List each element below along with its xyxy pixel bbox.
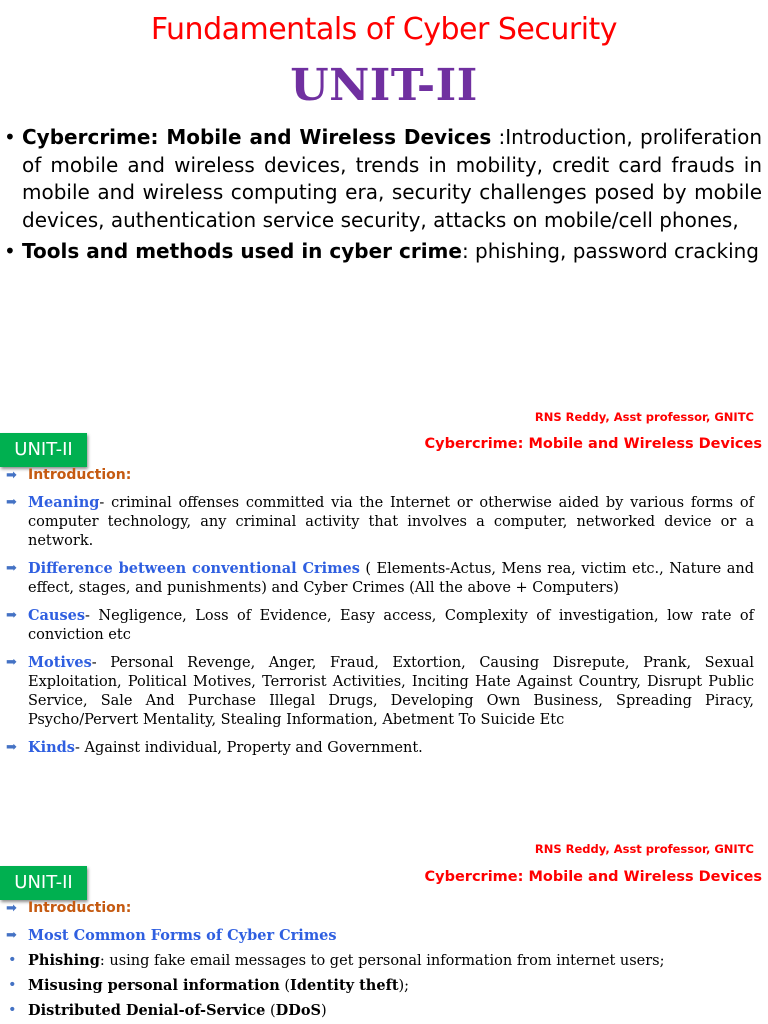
list-item [6, 653, 754, 730]
term-label: Difference between conventional Crimes [28, 560, 360, 577]
term-label: Phishing [28, 952, 100, 969]
topic-label: Tools and methods used in cyber crime [22, 239, 462, 263]
term-text: - Personal Revenge, Anger, Fraud, Extortion, Causing Disrepute, Prank, Sexual Exploitation, Political Motives, Terrorist Activities, Inciting Hate Against Country, Disrupt Public Service, Sale And Purchase Illegal Drugs, Developing Own Business, Spreading Piracy, Psycho/Pervert Mentality, Stealing Information, Abetment To Suicide Etc [28, 655, 754, 728]
list-item [6, 951, 754, 971]
unit-badge: UNIT-II [0, 866, 87, 900]
topic-item [4, 238, 762, 266]
bullet-dot-icon: • [8, 1002, 17, 1018]
term-label-secondary: DDoS [275, 1002, 321, 1019]
arrow-right-icon: ➡ [6, 561, 17, 576]
list-item [6, 738, 754, 758]
term-label: Meaning [28, 494, 100, 511]
author-footer: RNS Reddy, Asst professor, GNITC [534, 410, 754, 424]
term-text: ( Elements-Actus, Mens rea, victim etc., Nature and effect, stages, and punishments) and Cyber Crimes (All the above + Computers) [28, 561, 754, 596]
topic-text: :Introduction, proliferation of mobile and wireless devices, trends in mobility, credit card frauds in mobile and wireless computing era, security challenges posed by mobile devices, authentication service security, attacks on mobile/cell phones, [22, 125, 762, 232]
arrow-right-icon: ➡ [6, 928, 17, 943]
intro-label: Introduction: [28, 467, 132, 483]
term-text-secondary: ); [398, 978, 410, 994]
arrow-right-icon: ➡ [6, 495, 17, 510]
slide-heading: Cybercrime: Mobile and Wireless Devices [424, 436, 762, 452]
term-label-secondary: Identity theft [290, 977, 399, 994]
topic-label: Cybercrime: Mobile and Wireless Devices [22, 125, 492, 149]
term-text: : using fake email messages to get personal information from internet users; [99, 953, 665, 969]
term-label: Causes [28, 607, 86, 624]
arrow-right-icon: ➡ [6, 740, 17, 755]
list-item [6, 606, 754, 645]
bullet-dot-icon: • [4, 125, 16, 149]
topic-item [4, 124, 762, 234]
list-item [6, 559, 754, 598]
bullet-dot-icon: • [8, 977, 17, 993]
topic-list [4, 124, 762, 270]
bullet-dot-icon: • [8, 952, 17, 968]
term-text: ( [279, 978, 291, 994]
slide-title: Fundamentals of Cyber Security [150, 12, 618, 47]
term-text: ( [265, 1003, 276, 1019]
unit-badge: UNIT-II [0, 433, 87, 467]
slide-3 [0, 865, 768, 1024]
author-footer: RNS Reddy, Asst professor, GNITC [534, 842, 754, 856]
intro-heading [6, 900, 131, 916]
content-list [6, 926, 754, 1024]
arrow-right-icon: ➡ [6, 655, 17, 670]
term-text: - criminal offenses committed via the Internet or otherwise aided by various forms of computer technology, any criminal activity that involves a computer, networked device or a network. [28, 495, 754, 549]
unit-heading: UNIT-II [290, 60, 478, 111]
bullet-dot-icon: • [4, 239, 16, 263]
arrow-right-icon: ➡ [6, 468, 17, 483]
list-item [6, 493, 754, 551]
term-label: Motives [28, 654, 92, 671]
slide-1 [0, 0, 768, 432]
term-label: Misusing personal information [28, 977, 280, 994]
topic-text: : phishing, password cracking [461, 239, 760, 263]
content-list [6, 493, 754, 766]
term-label: Kinds [28, 739, 75, 756]
list-item [6, 1001, 754, 1021]
term-text: - Negligence, Loss of Evidence, Easy access, Complexity of investigation, low rate of conviction etc [28, 608, 754, 643]
list-subheading [6, 926, 754, 946]
intro-label: Introduction: [28, 900, 132, 916]
slide-2 [0, 432, 768, 865]
slide-heading: Cybercrime: Mobile and Wireless Devices [424, 869, 762, 885]
intro-heading [6, 467, 131, 483]
arrow-right-icon: ➡ [6, 901, 17, 916]
arrow-right-icon: ➡ [6, 608, 17, 623]
term-label: Distributed Denial-of-Service [28, 1002, 266, 1019]
list-item [6, 976, 754, 996]
term-text: - Against individual, Property and Government. [74, 740, 423, 756]
term-text-secondary: ) [320, 1003, 327, 1019]
subheading-label: Most Common Forms of Cyber Crimes [28, 927, 337, 944]
